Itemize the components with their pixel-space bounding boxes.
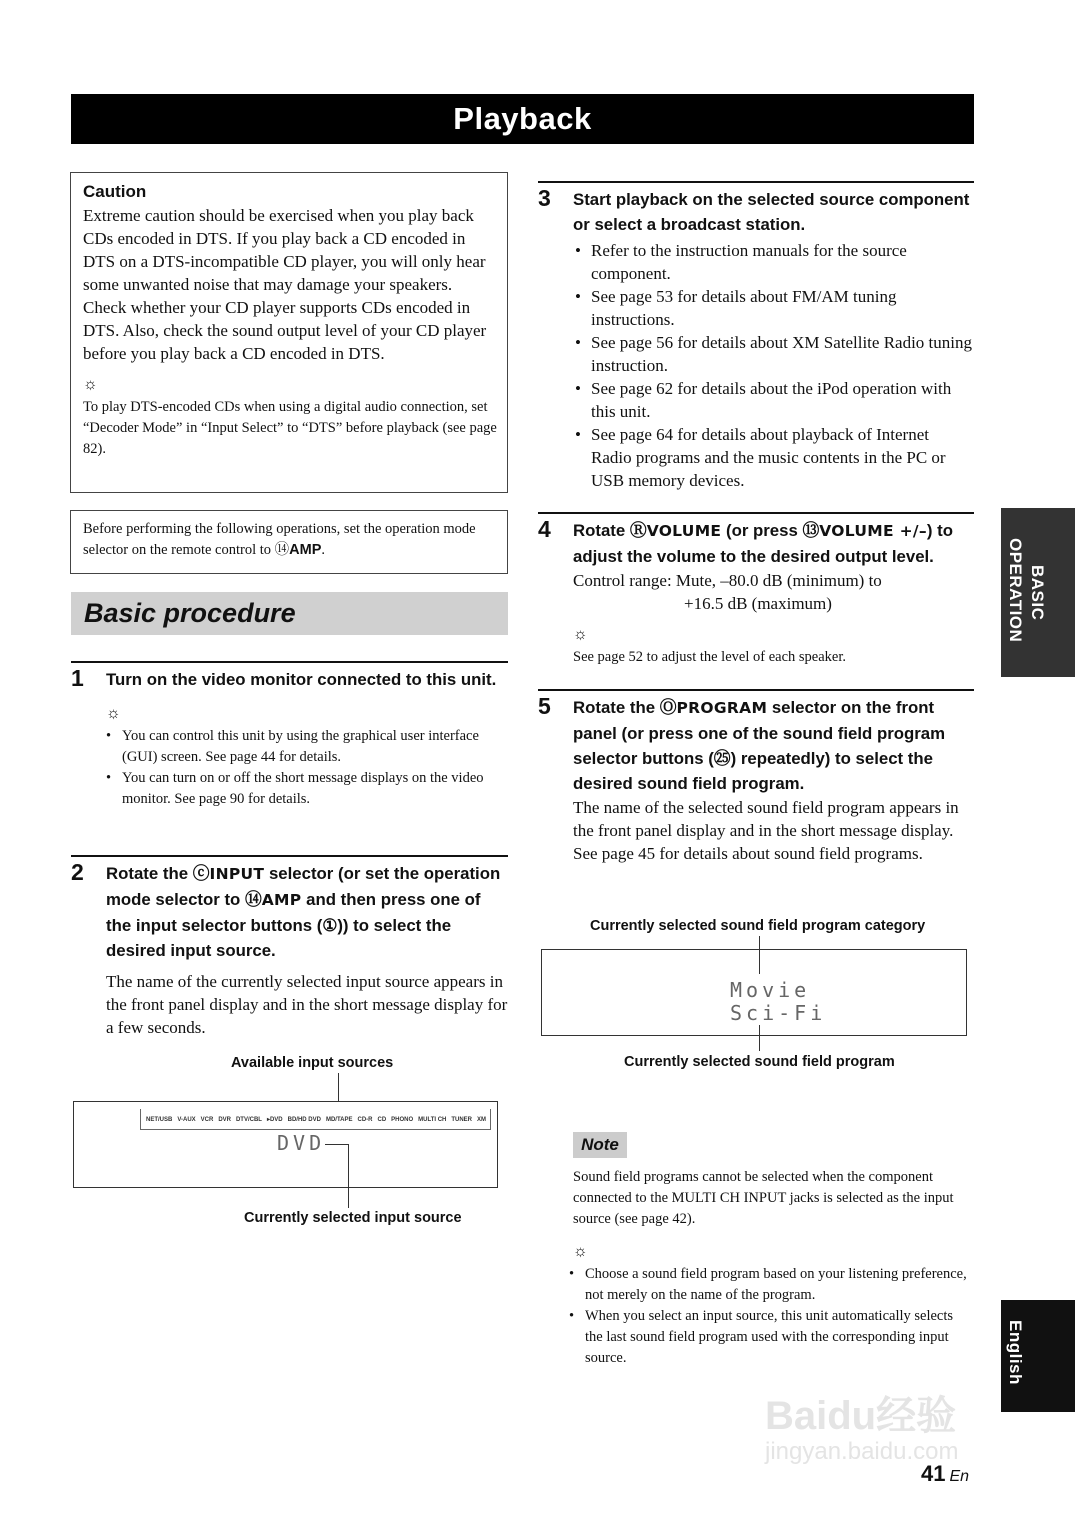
heading-part: selector on the front panel (or press one of the sound field program selector buttons (	[573, 698, 946, 768]
source-label: DTV/CBL	[235, 1117, 262, 1123]
heading-part: ) repeatedly) to select the desired sound field program.	[573, 749, 933, 793]
source-label: DVR	[218, 1117, 231, 1123]
step2-number: 2	[71, 859, 84, 885]
program-display-panel	[541, 949, 967, 1036]
side-tab-basic-operation	[1001, 508, 1075, 677]
step4-heading	[573, 518, 981, 569]
step1-rule	[71, 661, 508, 663]
key-label: AMP	[289, 542, 322, 558]
caution-tip: To play DTS-encoded CDs when using a digital audio connection, set “Decoder Mode” in “Input Select” to “DTS” before playback (see page 82).	[83, 399, 497, 457]
list-item: • See page 53 for details about FM/AM tuning instructions.	[573, 285, 973, 331]
callout-line	[759, 936, 760, 974]
step4-block	[573, 518, 981, 668]
key-label: VOLUME	[646, 522, 722, 540]
step5-number: 5	[538, 693, 551, 719]
side-tab-english-label: English	[1006, 1320, 1025, 1385]
source-label: V-AUX	[177, 1117, 196, 1123]
key-letter: ⓒ	[192, 864, 210, 883]
key-number: ①	[322, 916, 338, 935]
tip-icon: ☼	[573, 626, 587, 643]
display-line1: Movie	[730, 978, 811, 1002]
list-item: • When you select an input source, this unit automatically selects the last sound field program used with the corresponding input source.	[567, 1306, 973, 1369]
heading-part: (or press	[725, 521, 798, 540]
key-number: ⑬	[802, 521, 820, 540]
step5-body: The name of the selected sound field program appears in the front panel display and in the short message display. See page 45 for details about sound field programs.	[573, 798, 959, 863]
key-letter: Ⓞ	[659, 698, 677, 717]
step5-block	[573, 695, 973, 865]
note-text: Sound field programs cannot be selected when the component connected to the MULTI CH INPUT jacks is selected as the input source (see page 42).	[573, 1169, 954, 1227]
step2-rule	[71, 855, 508, 857]
heading-part: Rotate	[573, 521, 626, 540]
callout-line	[325, 1144, 349, 1145]
list-item: • Choose a sound field program based on your listening preference, not merely on the name of the program.	[567, 1264, 973, 1306]
source-label: XM	[477, 1117, 486, 1123]
key-label: AMP	[261, 891, 302, 909]
side-tab-english	[1001, 1300, 1075, 1412]
list-item: • You can control this unit by using the graphical user interface (GUI) screen. See page 44 for details.	[104, 726, 506, 768]
key-label: INPUT	[209, 865, 265, 883]
preop-end: .	[321, 542, 326, 558]
available-sources-label: Available input sources	[231, 1055, 394, 1071]
step1-number: 1	[71, 665, 84, 691]
key-number: ⑭	[244, 890, 262, 909]
step1-tips	[104, 726, 506, 810]
display-line2: Sci-Fi	[730, 1001, 827, 1025]
callout-line	[348, 1144, 349, 1208]
tip-icon: ☼	[573, 1243, 587, 1260]
side-tab-operation: OPERATION	[1006, 538, 1025, 643]
list-item: • You can turn on or off the short message displays on the video monitor. See page 90 for details.	[104, 768, 506, 810]
preop-instruction: Before performing the following operations, set the operation mode selector on the remote control to	[83, 521, 476, 558]
key-number: ㉕	[713, 749, 731, 768]
source-label: NET/USB	[146, 1117, 173, 1123]
page-number: 41	[921, 1461, 946, 1486]
control-range-line1: Control range: Mute, –80.0 dB (minimum) to	[573, 571, 882, 590]
key-label: PROGRAM	[676, 699, 768, 717]
step2-body: The name of the currently selected input source appears in the front panel display and in the short message display for a few seconds.	[106, 972, 508, 1037]
heading-part: )) to select the desired input source.	[106, 916, 452, 960]
list-item: • See page 56 for details about XM Satellite Radio tuning instruction.	[573, 331, 973, 377]
control-range-line2: +16.5 dB (maximum)	[684, 594, 832, 613]
caution-body: Extreme caution should be exercised when you play back CDs encoded in DTS. If you play back a CD encoded in DTS on a DTS-incompatible CD player, you will only hear some unwanted noise that may damage your speakers. Check whether your CD player supports CDs encoded in DTS. Also, check the sound output level of your CD player before you play back a CD encoded in DTS.	[83, 206, 487, 363]
source-label: TUNER	[451, 1117, 473, 1123]
source-label: BD/HD DVD	[287, 1117, 321, 1123]
step2-block	[106, 861, 508, 1039]
step4-number: 4	[538, 516, 551, 542]
watermark-url: jingyan.baidu.com	[765, 1438, 959, 1465]
page-lang: En	[949, 1468, 970, 1485]
step4-tip: See page 52 to adjust the level of each speaker.	[573, 649, 846, 665]
section-heading: Basic procedure	[71, 592, 508, 635]
source-label: CD	[377, 1117, 387, 1123]
sources-row	[146, 1116, 486, 1124]
list-item: • See page 62 for details about the iPod operation with this unit.	[573, 377, 973, 423]
step5-heading	[573, 695, 973, 796]
watermark-brand: Baidu经验	[765, 1394, 957, 1438]
caution-box	[70, 172, 508, 493]
source-label: CD-R	[357, 1117, 373, 1123]
page-number-block	[921, 1461, 969, 1487]
page-title-banner: Playback	[71, 94, 974, 144]
list-item: • See page 64 for details about playback of Internet Radio programs and the music contents in the PC or USB memory devices.	[573, 423, 973, 492]
step3-rule	[538, 181, 974, 183]
source-label: VCR	[200, 1117, 214, 1123]
source-label: PHONO	[391, 1117, 414, 1123]
step2-heading	[106, 861, 508, 963]
side-tab-basic: BASIC	[1028, 565, 1047, 621]
note-heading: Note	[573, 1132, 627, 1158]
step1-block	[106, 667, 506, 810]
heading-part: Rotate the	[106, 864, 189, 883]
step3-bullets	[573, 239, 973, 492]
display-readout: DVD	[277, 1131, 326, 1155]
tip-icon: ☼	[83, 376, 97, 393]
preop-text	[83, 519, 497, 561]
source-label: MULTI CH	[418, 1117, 447, 1123]
preop-box	[70, 510, 508, 574]
step4-rule	[538, 512, 974, 514]
source-label: ▸DVD	[266, 1117, 283, 1123]
note-block	[573, 1167, 973, 1369]
heading-part: ) to adjust the volume to the desired output level.	[573, 521, 953, 566]
heading-part: selector (or set the operation mode selector to	[106, 864, 501, 909]
key-label: VOLUME +/–	[819, 522, 927, 540]
program-label: Currently selected sound field program	[624, 1054, 895, 1070]
step3-number: 3	[538, 185, 551, 211]
selected-source-label: Currently selected input source	[244, 1210, 462, 1226]
step5-rule	[538, 689, 974, 691]
step3-block	[573, 187, 973, 492]
callout-line	[759, 1025, 760, 1051]
caution-heading: Caution	[83, 182, 147, 201]
input-display-panel	[73, 1101, 498, 1188]
heading-part: and then press one of the input selector buttons (	[106, 890, 481, 935]
key-letter: Ⓡ	[629, 521, 647, 540]
step1-heading: Turn on the video monitor connected to this unit.	[106, 670, 497, 689]
heading-part: Rotate the	[573, 698, 656, 717]
step3-heading: Start playback on the selected source component or select a broadcast station.	[573, 190, 970, 234]
key-number: ⑭	[274, 542, 290, 558]
list-item: • Refer to the instruction manuals for the source component.	[573, 239, 973, 285]
tip-icon: ☼	[106, 705, 120, 722]
source-label: MD/TAPE	[325, 1117, 353, 1123]
program-category-label: Currently selected sound field program category	[590, 918, 926, 934]
note-tips	[567, 1264, 973, 1369]
